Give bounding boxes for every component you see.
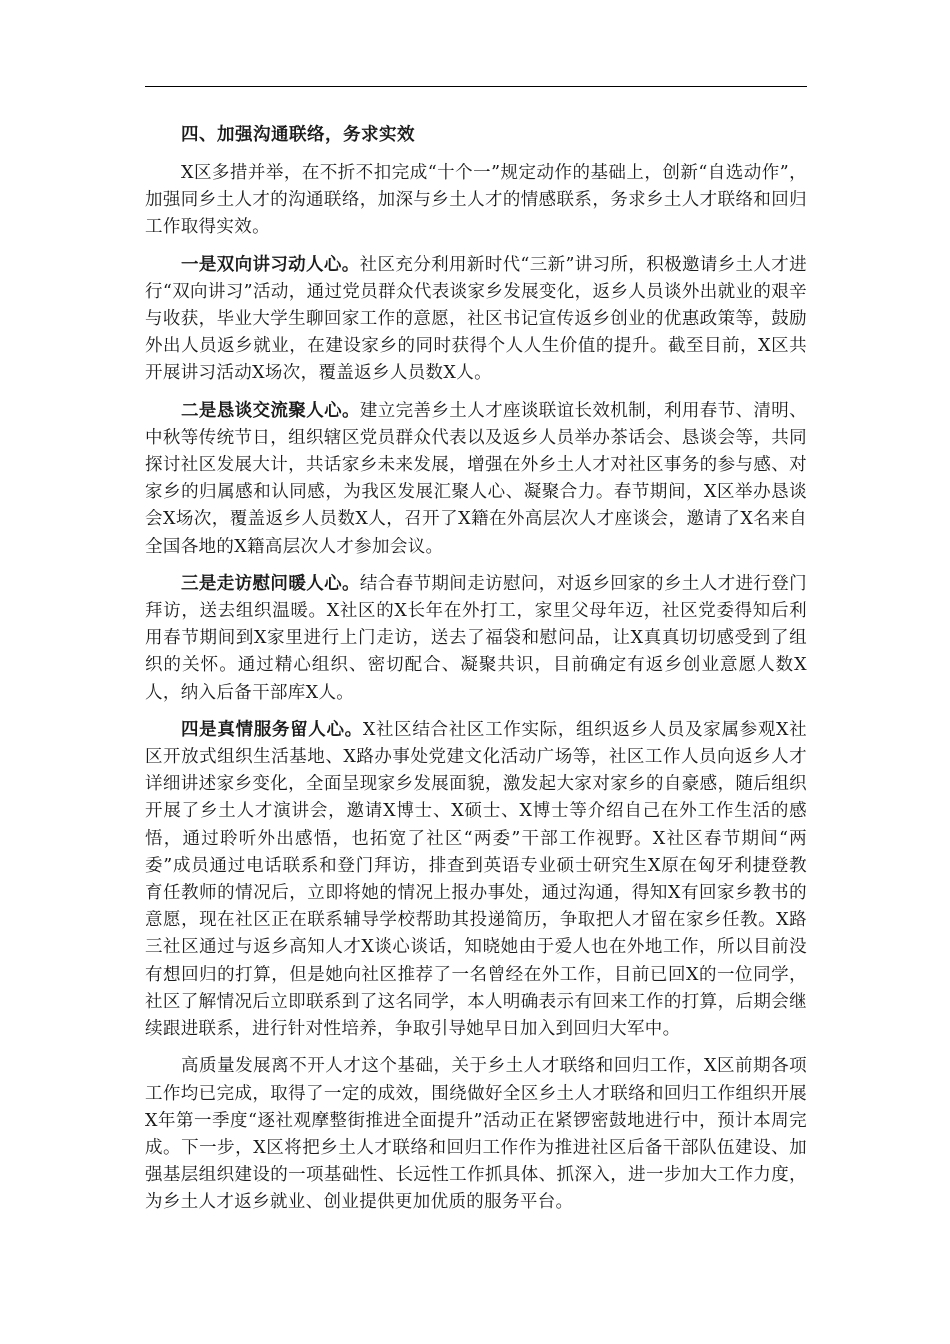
paragraph-lead: 三是走访慰问暖人心。: [181, 573, 360, 594]
paragraph-text: 结合春节期间走访慰问，对返乡回家的乡土人才进行登门拜访，送去组织温暖。X社区的X长年在外打工，家里父母年迈，社区党委得知后利用春节期间到X家里进行上门走访，送去了福袋和慰问品，让X真真切切感受到了组织的关怀。通过精心组织、密切配合、凝聚共识，目前确定有返乡创业意愿人数X人，纳入后备干部库X人。: [145, 573, 808, 703]
paragraph-visits: [145, 571, 807, 707]
document-body: [145, 122, 807, 1227]
paragraph-heart-talk: [145, 398, 807, 561]
paragraph-lead: 二是恳谈交流聚人心。: [181, 400, 360, 421]
paragraph-service: [145, 717, 807, 1043]
paragraph-conclusion: [145, 1053, 807, 1216]
paragraph-lead: 一是双向讲习动人心。: [181, 254, 360, 275]
header-rule: [145, 86, 807, 87]
paragraph-intro: [145, 160, 807, 242]
paragraph-two-way-lecture: [145, 252, 807, 388]
paragraph-text: 社区充分利用新时代“三新”讲习所，积极邀请乡土人才进行“双向讲习”活动，通过党员群众代表谈家乡发展变化，返乡人员谈外出就业的艰辛与收获，毕业大学生聊回家工作的意愿，社区书记宣传返乡创业的优惠政策等，鼓励外出人员返乡就业，在建设家乡的同时获得个人人生价值的提升。截至目前，X区共开展讲习活动X场次，覆盖返乡人员数X人。: [145, 254, 808, 384]
paragraph-text: 建立完善乡土人才座谈联谊长效机制，利用春节、清明、中秋等传统节日，组织辖区党员群众代表以及返乡人员举办茶话会、恳谈会等，共同探讨社区发展大计，共话家乡未来发展，增强在外乡土人才对社区事务的参与感、对家乡的归属感和认同感，为我区发展汇聚人心、凝聚合力。春节期间，X区举办恳谈会X场次，覆盖返乡人员数X人，召开了X籍在外高层次人才座谈会，邀请了X名来自全国各地的X籍高层次人才参加会议。: [145, 400, 808, 557]
paragraph-text: 高质量发展离不开人才这个基础，关于乡土人才联络和回归工作，X区前期各项工作均已完成，取得了一定的成效，围绕做好全区乡土人才联络和回归工作组织开展X年第一季度“逐社观摩整街推进全面提升”活动正在紧锣密鼓地进行中，预计本周完成。下一步，X区将把乡土人才联络和回归工作作为推进社区后备干部队伍建设、加强基层组织建设的一项基础性、长远性工作抓具体、抓深入，进一步加大工作力度，为乡土人才返乡就业、创业提供更加优质的服务平台。: [145, 1056, 807, 1213]
section-heading: 四、加强沟通联络，务求实效: [181, 125, 415, 145]
paragraph-text: X区多措并举，在不折不扣完成“十个一”规定动作的基础上，创新“自选动作”，加强同乡土人才的沟通联络，加深与乡土人才的情感联系，务求乡土人才联络和回归工作取得实效。: [145, 163, 807, 238]
paragraph-text: X社区结合社区工作实际，组织返乡人员及家属参观X社区开放式组织生活基地、X路办事处党建文化活动广场等，社区工作人员向返乡人才详细讲述家乡变化，全面呈现家乡发展面貌，激发起大家对家乡的自豪感，随后组织开展了乡土人才演讲会，邀请X博士、X硕士、X博士等介绍自己在外工作生活的感悟，通过聆听外出感悟，也拓宽了社区“两委”干部工作视野。X社区春节期间“两委”成员通过电话联系和登门拜访，排查到英语专业硕士研究生X原在匈牙利捷登教育任教师的情况后，立即将她的情况上报办事处，通过沟通，得知X有回家乡教书的意愿，现在社区正在联系辅导学校帮助其投递简历，争取把人才留在家乡任教。X路三社区通过与返乡高知人才X谈心谈话，知晓她由于爱人也在外地工作，所以目前没有想回归的打算，但是她向社区推荐了一名曾经在外工作，目前已回X的一位同学，社区了解情况后立即联系到了这名同学，本人明确表示有回来工作的打算，后期会继续跟进联系，进行针对性培养，争取引导她早日加入到回归大军中。: [145, 719, 808, 1040]
paragraph-lead: 四是真情服务留人心。: [181, 719, 363, 740]
